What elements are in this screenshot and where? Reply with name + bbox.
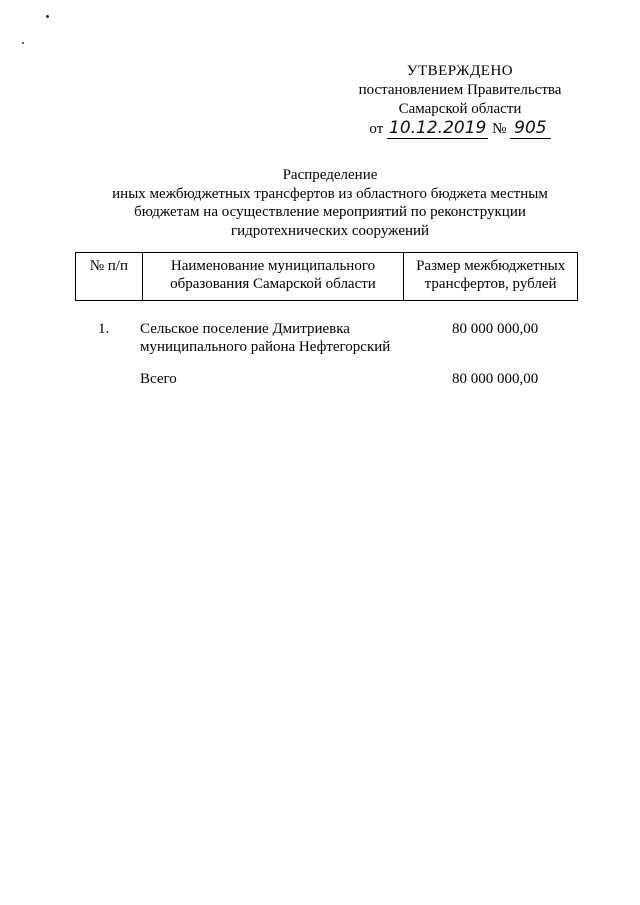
approval-line-2: Самарской области (398, 101, 522, 117)
row-name-line-1: Сельское поселение Дмитриевка (140, 321, 350, 337)
row-name-line-2: муниципального района Нефтегорский (140, 339, 391, 355)
handwritten-date: 10.12.2019 (389, 118, 487, 138)
document-heading (70, 166, 590, 240)
header-municipality: Наименование муниципального образования Самарской области (142, 253, 404, 301)
heading-line-2: иных межбюджетных трансфертов из областного бюджета местным (112, 185, 548, 202)
handwritten-number: 905 (510, 118, 550, 139)
approval-line-1: постановлением Правительства (358, 82, 562, 98)
approval-title: УТВЕРЖДЕНО (406, 63, 514, 79)
heading-line-3: бюджетам на осуществление мероприятий по реконструкции (134, 204, 526, 220)
heading-line-4: гидротехнических сооружений (230, 222, 430, 239)
heading-line-1: Распределение (282, 167, 378, 183)
table-header-row (76, 253, 578, 301)
header-number: № п/п (76, 253, 143, 301)
number-prefix: № (492, 121, 507, 137)
distribution-table-header (75, 252, 578, 301)
row-amount: 80 000 000,00 (452, 321, 539, 337)
header-amount: Размер межбюджетных трансфертов, рублей (404, 253, 578, 301)
scan-speck (46, 15, 49, 18)
row-number: 1. (98, 321, 110, 337)
scan-speck (22, 42, 24, 44)
approval-date-line (330, 119, 590, 140)
total-label: Всего (140, 371, 177, 387)
approval-block (330, 62, 590, 140)
total-amount: 80 000 000,00 (452, 371, 539, 387)
date-prefix: от (369, 121, 384, 137)
